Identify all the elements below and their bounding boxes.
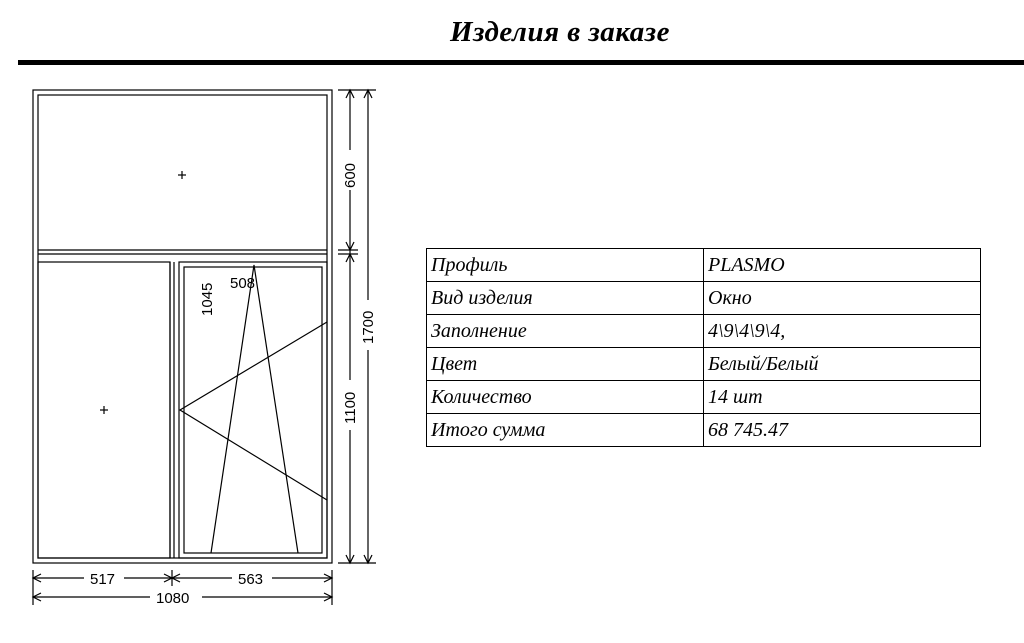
spec-label: Итого сумма — [427, 414, 704, 447]
frame-inner — [38, 95, 327, 558]
dim-563: 563 — [238, 571, 264, 588]
spec-value: Окно — [704, 282, 981, 315]
spec-label: Цвет — [427, 348, 704, 381]
dim-508: 508 — [230, 275, 256, 292]
table-row — [427, 282, 981, 315]
table-row — [427, 414, 981, 447]
spec-label: Вид изделия — [427, 282, 704, 315]
table-row — [427, 249, 981, 282]
spec-value: Белый/Белый — [704, 348, 981, 381]
dim-600: 600 — [342, 162, 359, 188]
spec-table — [426, 248, 981, 447]
dim-1080: 1080 — [156, 590, 190, 607]
dim-517: 517 — [90, 571, 116, 588]
table-row — [427, 315, 981, 348]
table-row — [427, 381, 981, 414]
spec-value: 14 шт — [704, 381, 981, 414]
page-title: Изделия в заказе — [450, 16, 670, 48]
opening-triangle-turn — [180, 322, 327, 500]
spec-label: Профиль — [427, 249, 704, 282]
spec-value: PLASMO — [704, 249, 981, 282]
opening-triangle-tilt — [211, 265, 298, 553]
spec-label: Заполнение — [427, 315, 704, 348]
dim-1700: 1700 — [360, 310, 377, 344]
spec-label: Количество — [427, 381, 704, 414]
dim-1100: 1100 — [342, 391, 359, 424]
table-row — [427, 348, 981, 381]
spec-value: 68 745.47 — [704, 414, 981, 447]
spec-value: 4\9\4\9\4, — [704, 315, 981, 348]
dim-1045: 1045 — [199, 282, 216, 316]
frame-outer — [33, 90, 332, 563]
